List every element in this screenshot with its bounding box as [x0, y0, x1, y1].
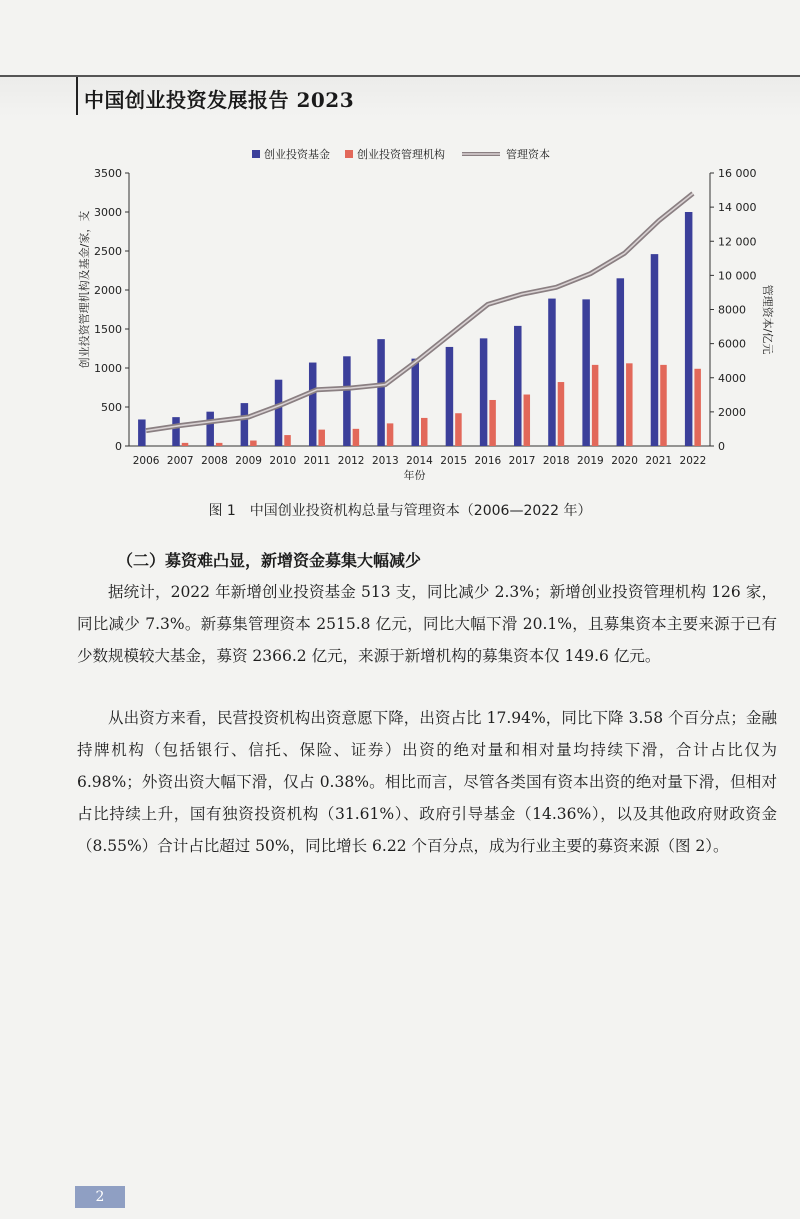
x-tick-label: 2014 [406, 455, 433, 467]
fund-bar [514, 326, 522, 446]
left-tick-label: 3000 [94, 206, 122, 219]
x-tick-label: 2017 [508, 455, 536, 467]
figure-1-chart [0, 140, 800, 480]
capital-line [146, 193, 693, 430]
institution-bar [421, 418, 428, 446]
institution-bar [592, 365, 599, 446]
x-tick-label: 2013 [371, 455, 399, 467]
fund-bar [172, 417, 180, 446]
institution-bar [353, 429, 360, 446]
x-tick-label: 2006 [132, 455, 160, 467]
capital-line-highlight [146, 193, 693, 430]
right-axis-title: 管理资本/亿元 [761, 284, 774, 355]
fund-bar [206, 412, 214, 446]
left-tick-label: 2500 [94, 245, 122, 258]
x-tick-label: 2011 [303, 455, 331, 467]
x-tick-label: 2019 [577, 455, 604, 467]
figure-caption: 图 1 中国创业投资机构总量与管理资本（2006—2022 年） [208, 503, 592, 519]
x-tick-label: 2012 [337, 455, 365, 467]
left-tick-label: 500 [101, 401, 122, 414]
header-rule [76, 77, 78, 115]
x-tick-label: 2022 [679, 455, 707, 467]
legend-label-capital: 管理资本 [506, 148, 550, 161]
fund-bar [275, 380, 283, 446]
paragraph-1: 据统计，2022 年新增创业投资基金 513 支，同比减少 2.3%；新增创业投资管理机构 126 家，同比减少 7.3%。新募集管理资本 2515.8 亿元，同比大幅下滑 20.1%，且募集资本主要来源于已有少数规模较大基金，募资 2366.2 亿元，来源于新增机构的募集资本仅 149.6 亿元。 [77, 583, 777, 665]
institution-bar [524, 395, 531, 446]
fund-bar [377, 339, 385, 446]
right-tick-label: 12 000 [718, 235, 757, 249]
x-tick-label: 2020 [611, 455, 638, 467]
paragraph-2: 从出资方来看，民营投资机构出资意愿下降，出资占比 17.94%，同比下降 3.58 个百分点；金融持牌机构（包括银行、信托、保险、证券）出资的绝对量和相对量均持续下滑，合计占比仅为 6.98%；外资出资大幅下滑，仅占 0.38%。相比而言，尽管各类国有资本出资的绝对量下滑，但相对占比持续上升，国有独资投资机构（31.61%）、政府引导基金（14.36%），以及其他政府财政资金（8.55%）合计占比超过 50%，同比增长 6.22 个百分点，成为行业主要的募资来源（图 2）。 [77, 709, 777, 855]
institution-bar [284, 435, 291, 446]
fund-bar [548, 299, 556, 446]
legend-label-fund: 创业投资基金 [264, 148, 330, 161]
left-tick-label: 1500 [94, 323, 122, 336]
right-tick-label: 6000 [718, 337, 746, 351]
left-tick-label: 1000 [94, 362, 122, 375]
institution-bar [250, 441, 257, 446]
institution-bar [626, 363, 633, 446]
fund-bar [343, 356, 351, 446]
right-tick-label: 8000 [718, 303, 746, 317]
right-tick-label: 10 000 [718, 269, 757, 283]
institution-bar [318, 430, 325, 446]
left-tick-label: 0 [115, 440, 122, 453]
left-axis-title: 创业投资管理机构及基金/家，支 [78, 210, 91, 369]
fund-bar [685, 212, 693, 446]
x-tick-label: 2008 [201, 455, 228, 467]
institution-bar [558, 382, 565, 446]
legend-label-institution: 创业投资管理机构 [357, 148, 445, 161]
right-tick-label: 2000 [718, 405, 746, 419]
x-tick-label: 2009 [235, 455, 262, 467]
x-tick-label: 2018 [542, 455, 570, 467]
fund-bar [651, 254, 659, 446]
x-tick-label: 2016 [474, 455, 502, 467]
legend-swatch-fund [252, 150, 260, 158]
x-tick-label: 2010 [269, 455, 297, 467]
institution-bar [694, 369, 701, 446]
left-tick-label: 2000 [94, 284, 122, 297]
institution-bar [216, 443, 223, 446]
right-tick-label: 0 [718, 440, 725, 453]
fund-bar [138, 419, 146, 446]
x-tick-label: 2007 [166, 455, 194, 467]
institution-bar [387, 423, 394, 446]
section-heading: （二）募资难凸显，新增资金募集大幅减少 [117, 551, 422, 570]
institution-bar [660, 365, 667, 446]
fund-bar [309, 363, 317, 446]
fund-bar [480, 338, 488, 446]
x-axis-title: 年份 [403, 469, 426, 480]
fund-bar [241, 403, 249, 446]
left-tick-label: 3500 [94, 167, 122, 180]
x-tick-label: 2015 [440, 455, 468, 467]
fund-bar [446, 347, 454, 446]
institution-bar [182, 443, 189, 446]
right-tick-label: 16 000 [718, 167, 757, 180]
x-tick-label: 2021 [645, 455, 673, 467]
fund-bar [617, 278, 625, 446]
page-number: 2 [75, 1186, 125, 1208]
right-tick-label: 4000 [718, 371, 746, 385]
institution-bar [489, 400, 496, 446]
fund-bar [582, 299, 590, 446]
right-tick-label: 14 000 [718, 201, 757, 215]
fund-bar [412, 359, 420, 446]
legend-swatch-institution [345, 150, 353, 158]
running-header-title: 中国创业投资发展报告 2023 [84, 88, 355, 112]
institution-bar [455, 413, 462, 446]
